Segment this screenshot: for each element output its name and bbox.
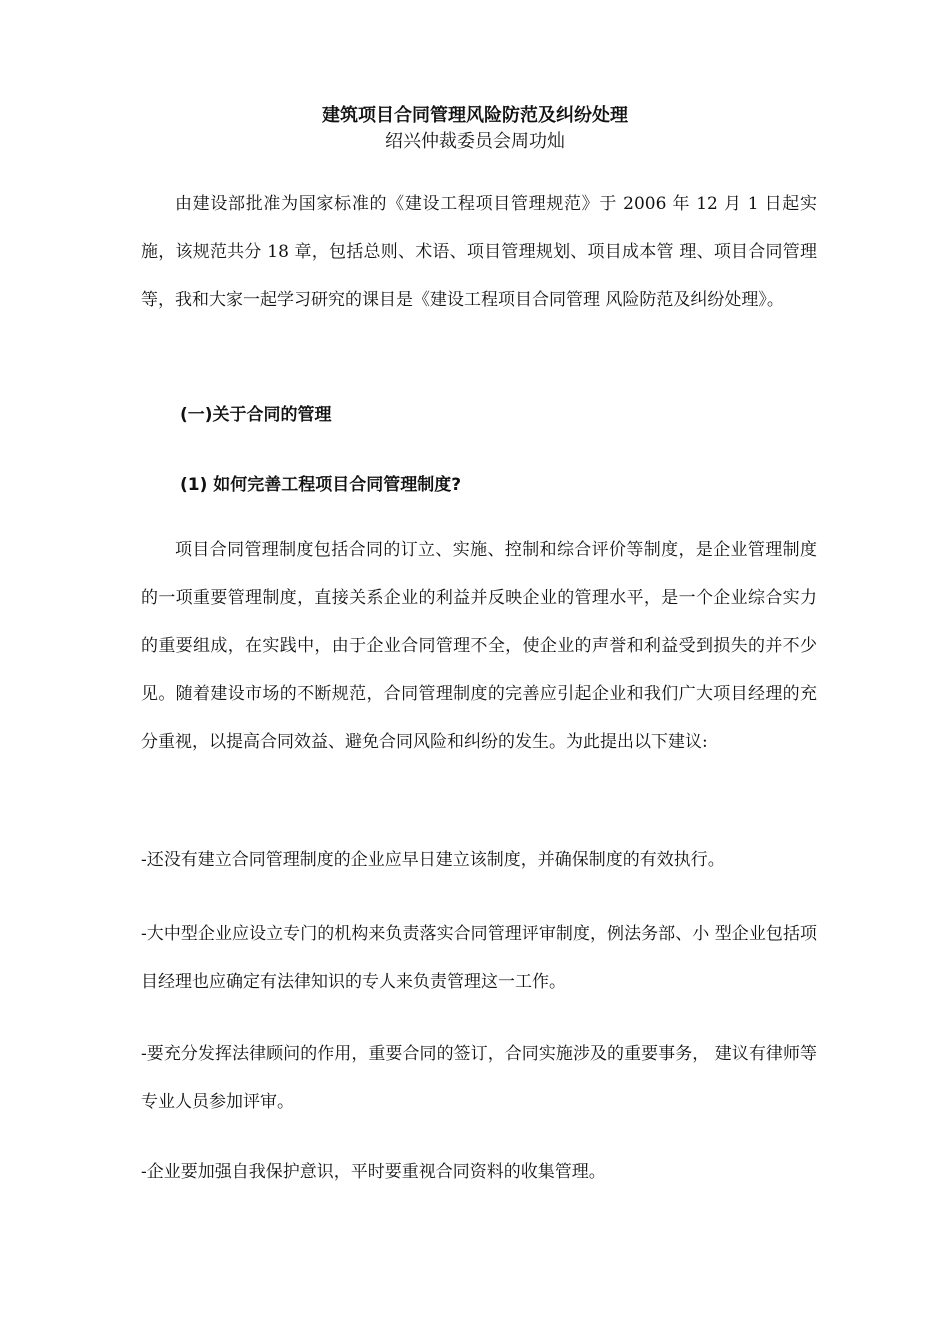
- section-heading: (一)关于合同的管理: [180, 405, 332, 425]
- bullet-item: -大中型企业应设立专门的机构来负责落实合同管理评审制度，例法务部、小 型企业包括项目经理也应确定有法律知识的专人来负责管理这一工作。: [141, 924, 817, 992]
- body-paragraph: 项目合同管理制度包括合同的订立、实施、控制和综合评价等制度，是企业管理制度的一项重要管理制度，直接关系企业的利益并反映企业的管理水平，是一个企业综合实力的重要组成，在实践中，由于企业合同管理不全，使企业的声誉和利益受到损失的并不少见。随着建设市场的不断规范，合同管理制度的完善应引起企业和我们广大项目经理的充分重视，以提高合同效益、避免合同风险和纠纷的发生。为此提出以下建议:: [141, 540, 817, 752]
- intro-paragraph: 由建设部批准为国家标准的《建设工程项目管理规范》于 2006 年 12 月 1 日起实施，该规范共分 18 章，包括总则、术语、项目管理规划、项目成本管 理、项目合同管理等，我和大家一起学习研究的课目是《建设工程项目合同管理 风险防范及纠纷处理》。: [141, 194, 817, 310]
- bullet-item: -要充分发挥法律顾问的作用，重要合同的签订，合同实施涉及的重要事务， 建议有律师等专业人员参加评审。: [141, 1044, 817, 1112]
- bullet-item: -企业要加强自我保护意识，平时要重视合同资料的收集管理。: [141, 1162, 606, 1182]
- bullet-item: -还没有建立合同管理制度的企业应早日建立该制度，并确保制度的有效执行。: [141, 850, 725, 870]
- question-heading: (1) 如何完善工程项目合同管理制度?: [180, 475, 462, 495]
- document-author: 绍兴仲裁委员会周功灿: [385, 131, 565, 152]
- document-title: 建筑项目合同管理风险防范及纠纷处理: [322, 105, 628, 126]
